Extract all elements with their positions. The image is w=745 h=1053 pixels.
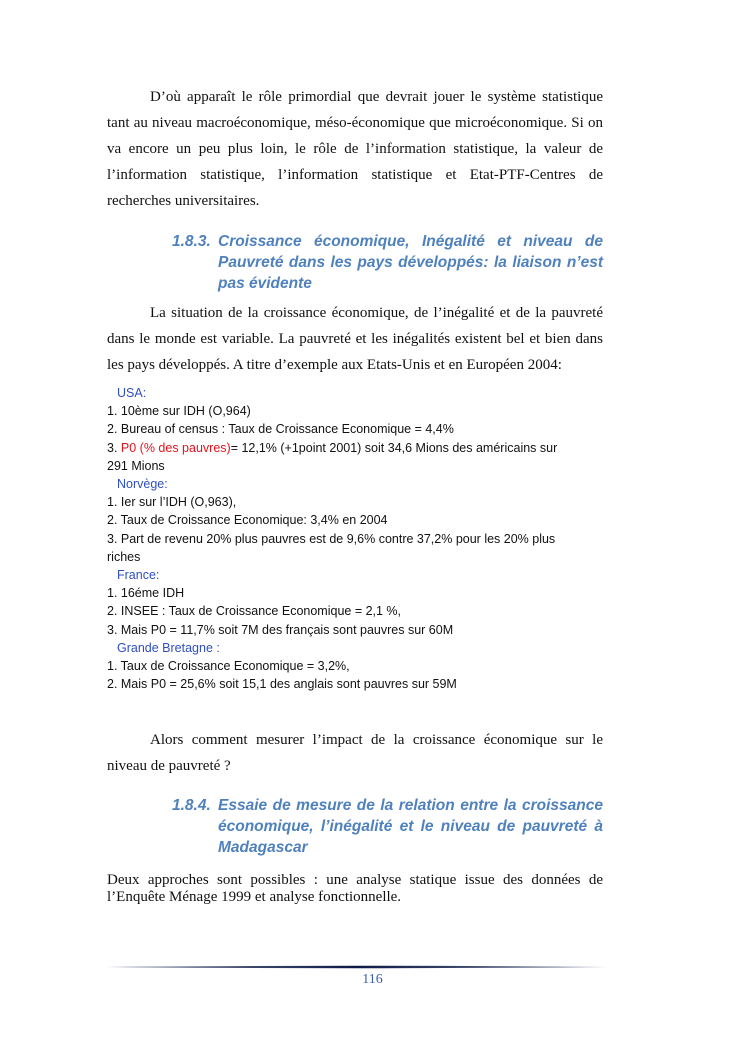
list-item: 1. 10ème sur IDH (O,964) — [107, 404, 251, 419]
paragraph-question: Alors comment mesurer l’impact de la croissance économique sur le niveau de pauvreté ? — [107, 732, 603, 774]
country-statistics-list — [107, 384, 607, 693]
paragraph-poverty-situation: La situation de la croissance économique, de l’inégalité et de la pauvreté dans le monde est variable. La pauvreté et les inégalités existent bel et bien dans les pays développés. A titre d’exemple aux Etats-Unis et en Européen 2004: — [107, 305, 603, 373]
list-item: 291 Mions — [107, 458, 165, 473]
list-item-text: = 12,1% (+1point 2001) soit 34,6 Mions des américains sur — [230, 440, 558, 455]
section-heading-1-8-3 — [172, 231, 603, 294]
country-label-france: France: — [117, 568, 160, 583]
list-item: 2. Taux de Croissance Economique: 3,4% en 2004 — [107, 513, 388, 528]
country-label-norvege: Norvège: — [117, 477, 168, 492]
list-item: 2. Bureau of census : Taux de Croissance Economique = 4,4% — [107, 422, 454, 437]
list-item-prefix: 3. — [107, 440, 121, 455]
footer-divider — [107, 965, 607, 969]
page-number: 116 — [362, 972, 383, 987]
section-number: 1.8.3. — [172, 233, 211, 250]
section-heading-1-8-4 — [172, 795, 603, 858]
list-item: riches — [107, 549, 141, 564]
list-item: 1. 16éme IDH — [107, 586, 185, 601]
country-label-usa: USA: — [117, 386, 147, 400]
list-item — [107, 439, 607, 457]
list-item: 2. INSEE : Taux de Croissance Economique = 2,1 %, — [107, 604, 402, 619]
highlighted-term: P0 (% des pauvres) — [120, 440, 231, 455]
list-item: 3. Mais P0 = 11,7% soit 7M des français sont pauvres sur 60M — [107, 622, 454, 637]
section-title: Croissance économique, Inégalité et niveau de Pauvreté dans les pays développés: la liaison n’est pas évidente — [218, 233, 603, 292]
list-item: 1. Taux de Croissance Economique = 3,2%, — [107, 659, 350, 674]
list-item: 3. Part de revenu 20% plus pauvres est de 9,6% contre 37,2% pour les 20% plus — [107, 531, 556, 546]
paragraph-statistical-system: D’où apparaît le rôle primordial que devrait jouer le système statistique tant au niveau macroéconomique, méso-économique que microéconomique. Si on va encore un peu plus loin, le rôle de l’information statistique, la valeur de l’information statistique, l’information statistique et Etat-PTF-Centres de recherches universitaires. — [107, 89, 603, 209]
list-item: 1. Ier sur l’IDH (O,963), — [107, 495, 237, 510]
section-title: Essaie de mesure de la relation entre la croissance économique, l’inégalité et le niveau de pauvreté à Madagascar — [218, 797, 603, 856]
section-number: 1.8.4. — [172, 797, 211, 814]
paragraph-approaches: Deux approches sont possibles : une analyse statique issue des données de l’Enquête Ménage 1999 et analyse fonctionnelle. — [107, 872, 603, 905]
list-item: 2. Mais P0 = 25,6% soit 15,1 des anglais sont pauvres sur 59M — [107, 677, 457, 692]
country-label-grande-bretagne: Grande Bretagne : — [117, 640, 220, 655]
